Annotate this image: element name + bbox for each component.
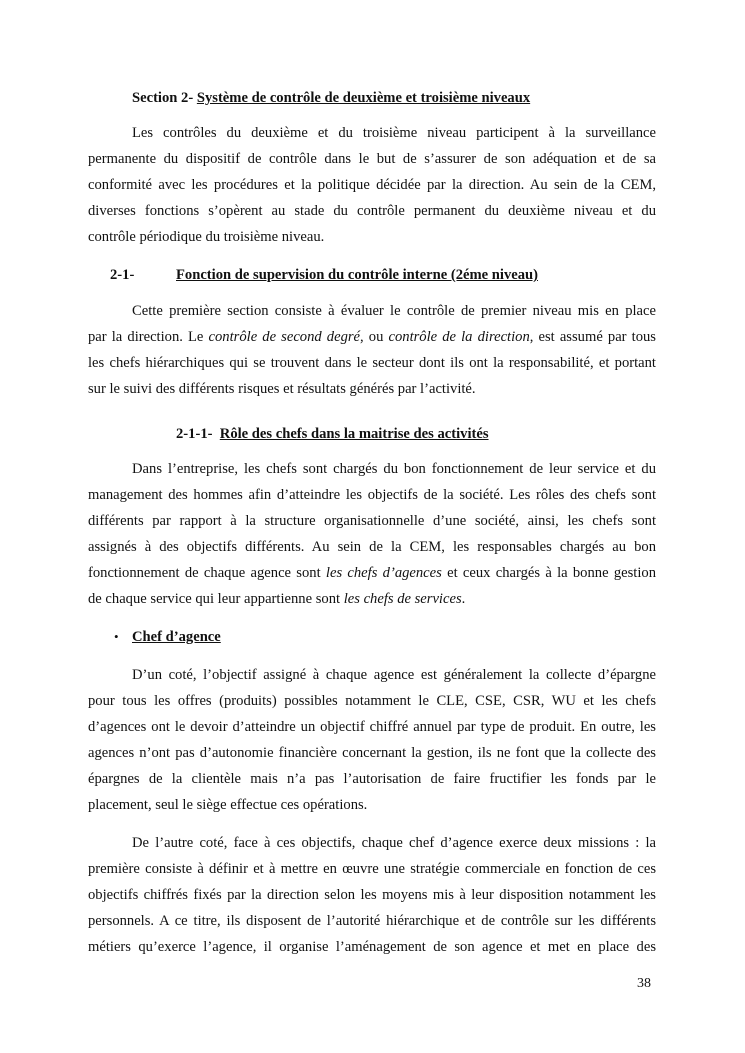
para3-term-chefs-services: les chefs de services: [343, 591, 462, 607]
para3-line-1: Dans l’entreprise, les chefs sont chargés du bon fonctionnement de leur service et du: [132, 461, 656, 477]
para3-text: de chaque service qui leur appartienne sont: [88, 591, 344, 607]
para4-line-4: agences n’ont pas d’autonomie financière concernant la gestion, ils ne font que la collecte des: [88, 745, 656, 761]
subsubsection-title: Rôle des chefs dans la maitrise des activités: [219, 426, 489, 442]
para1-line-2: permanente du dispositif de contrôle dans le but de s’assurer de son adéquation et de sa: [88, 151, 656, 167]
para3-text: .: [461, 591, 466, 607]
section-heading-prefix: Section 2-: [132, 90, 197, 106]
para5-line-5: métiers qu’exerce l’agence, il organise l’aménagement de son agence et met en place des: [88, 939, 656, 955]
para1-line-4: diverses fonctions s’opèrent au stade du contrôle permanent du deuxième niveau et du: [88, 203, 656, 219]
para4-line-6: placement, seul le siège effectue ces opérations.: [88, 797, 368, 813]
para5-line-3: objectifs chiffrés fixés par la direction selon les moyens mis à leur disposition notamment les: [88, 887, 656, 903]
para2-text: , ou: [360, 329, 389, 345]
subsection-title: Fonction de supervision du contrôle interne (2éme niveau): [176, 267, 538, 283]
para2-line-4: sur le suivi des différents risques et résultats générés par l’activité.: [88, 381, 476, 397]
para3-text: et ceux chargés à la bonne gestion: [441, 565, 656, 581]
subsubsection-heading: [176, 425, 489, 443]
subsubsection-number: 2-1-1-: [176, 426, 213, 442]
para4-line-3: d’agences ont le devoir d’atteindre un objectif chiffré annuel par type de produit. En outre, les: [88, 719, 656, 735]
para2-line-2: [88, 328, 656, 346]
para3-line-4: assignés à des objectifs différents. Au sein de la CEM, les responsables chargés au bon: [88, 539, 656, 555]
para1-line-1: Les contrôles du deuxième et du troisième niveau participent à la surveillance: [132, 125, 656, 141]
para5-line-1: De l’autre coté, face à ces objectifs, chaque chef d’agence exerce deux missions : la: [132, 835, 656, 851]
para4-line-1: D’un coté, l’objectif assigné à chaque agence est généralement la collecte d’épargne: [132, 667, 656, 683]
para3-line-6: [88, 590, 465, 608]
section-heading: [132, 89, 530, 107]
para4-line-2: pour tous les offres (produits) possibles notamment le CLE, CSE, CSR, WU et les chefs: [88, 693, 656, 709]
para5-line-2: première consiste à définir et à mettre en œuvre une stratégie commerciale en fonction de ces: [88, 861, 656, 877]
para2-line-1: Cette première section consiste à évaluer le contrôle de premier niveau mis en place: [132, 303, 656, 319]
para3-text: fonctionnement de chaque agence sont: [88, 565, 326, 581]
bullet-label: Chef d’agence: [132, 629, 221, 645]
para1-line-5: contrôle périodique du troisième niveau.: [88, 229, 325, 245]
bullet-icon: •: [114, 629, 119, 644]
para2-term-2: contrôle de la direction: [388, 329, 530, 345]
para2-term-1: contrôle de second degré: [208, 329, 361, 345]
para2-text: par la direction. Le: [88, 329, 209, 345]
para4-line-5: épargnes de la clientèle mais n’a pas l’autorisation de faire fructifier les fonds par le: [88, 771, 656, 787]
page-number: 38: [637, 976, 651, 991]
para3-line-2: management des hommes afin d’atteindre les objectifs de la société. Les rôles des chefs sont: [88, 487, 656, 503]
para3-line-5: [88, 564, 656, 582]
para3-line-3: différents par rapport à la structure organisationnelle d’une société, ainsi, les chefs sont: [88, 513, 656, 529]
para3-term-chefs-agences: les chefs d’agences: [325, 565, 442, 581]
para2-line-3: les chefs hiérarchiques qui se trouvent dans le secteur dont ils ont la responsabilité, et portant: [88, 355, 656, 371]
para2-text: , est assumé par tous: [529, 329, 656, 345]
para1-line-3: conformité avec les procédures et la politique décidée par la direction. Au sein de la CEM,: [88, 177, 656, 193]
para5-line-4: personnels. A ce titre, ils disposent de l’autorité hiérarchique et de contrôle sur les différents: [88, 913, 656, 929]
subsection-number: 2-1-: [110, 267, 135, 283]
section-heading-title: Système de contrôle de deuxième et troisième niveaux: [196, 90, 531, 106]
